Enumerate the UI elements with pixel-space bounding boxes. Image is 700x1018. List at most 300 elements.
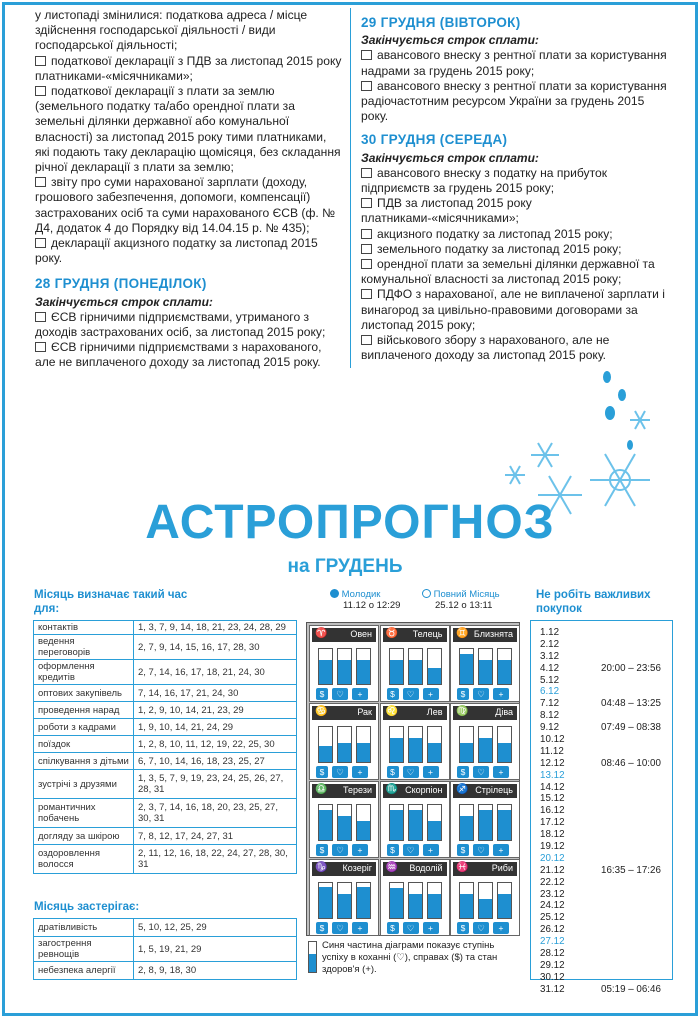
- forecast-bar: [497, 804, 512, 841]
- health-icon: +: [352, 688, 368, 700]
- table-row: [34, 660, 297, 685]
- bar-fill: [498, 743, 511, 762]
- forecast-bar: [408, 804, 423, 841]
- table-row: [34, 719, 297, 736]
- activity-cell: оформлення кредитів: [34, 660, 134, 685]
- date-row: [540, 651, 672, 663]
- zodiac-sign: [383, 706, 447, 720]
- zodiac-cell: [380, 781, 450, 858]
- dec30-subtitle: Закінчується строк сплати:: [361, 150, 539, 165]
- table-row: [34, 635, 297, 660]
- item-text: авансового внеску з рентної плати за користування надрами за грудень 2015 року;: [361, 48, 667, 78]
- zodiac-cell: [380, 625, 450, 702]
- money-icon: $: [316, 922, 328, 934]
- list-item: [361, 196, 673, 226]
- date-row: [540, 889, 672, 901]
- list-item: [35, 175, 343, 236]
- table-row: [34, 962, 297, 980]
- forecast-bar: [427, 726, 442, 763]
- full-moon: [422, 589, 500, 611]
- list-item: [361, 257, 673, 287]
- date: 28.12: [540, 948, 565, 960]
- checkbox[interactable]: [35, 177, 46, 187]
- checkbox[interactable]: [35, 238, 46, 248]
- money-icon: $: [316, 844, 328, 856]
- date: 1.12: [540, 627, 560, 638]
- table-row: [34, 753, 297, 770]
- forecast-bar: [389, 648, 404, 685]
- forecast-bar: [356, 804, 371, 841]
- forecast-bar: [459, 648, 474, 685]
- table-row: [34, 621, 297, 635]
- zodiac-sign: [453, 784, 517, 798]
- checkbox[interactable]: [361, 229, 372, 239]
- zodiac-cell: [450, 703, 520, 780]
- zodiac-name: Телець: [412, 629, 443, 639]
- zodiac-name: Лев: [426, 707, 443, 717]
- dec29-title: 29 ГРУДНЯ (ВІВТОРОК): [361, 15, 521, 30]
- date: 25.12: [540, 912, 565, 924]
- zodiac-symbol-icon: ♊: [456, 628, 469, 639]
- love-icon: ♡: [332, 922, 348, 934]
- forecast-bar: [389, 726, 404, 763]
- date: 10.12: [540, 734, 565, 746]
- money-icon: $: [387, 766, 399, 778]
- moon-good-heading: Місяць визначає такий час для:: [34, 589, 188, 615]
- time-range: 07:49 – 08:38: [601, 722, 661, 734]
- bar-fill: [390, 738, 403, 763]
- forecast-bar: [497, 882, 512, 919]
- zodiac-name: Козеріг: [342, 863, 372, 873]
- activity-cell: небезпека алергії: [34, 962, 134, 980]
- forecast-bar: [427, 648, 442, 685]
- love-icon: ♡: [473, 766, 489, 778]
- date-row: [540, 805, 672, 817]
- legend-text: Синя частина діаграми показує ступінь успіху в коханні (♡), справах ($) та стан здоров'я (+).: [322, 940, 498, 975]
- checkbox[interactable]: [361, 198, 372, 208]
- forecast-bar: [408, 882, 423, 919]
- bar-fill: [460, 654, 473, 684]
- love-icon: ♡: [403, 688, 419, 700]
- table-row: [34, 828, 297, 845]
- date-row: [540, 770, 672, 782]
- love-icon: ♡: [473, 922, 489, 934]
- date: 22.12: [540, 876, 565, 888]
- love-icon: ♡: [473, 688, 489, 700]
- date-row: [540, 948, 672, 960]
- date-row: [540, 722, 672, 734]
- health-icon: +: [352, 766, 368, 778]
- forecast-bar: [318, 804, 333, 841]
- activity-cell: дратівливість: [34, 919, 134, 937]
- zodiac-symbol-icon: ♑: [315, 862, 328, 873]
- list-item: [35, 84, 343, 175]
- left-column: [35, 8, 343, 371]
- bar-fill: [357, 821, 370, 840]
- activity-cell: оптових закупівель: [34, 685, 134, 702]
- bar-fill: [390, 888, 403, 918]
- bar-fill: [319, 810, 332, 840]
- bar-fill: [338, 894, 351, 919]
- bar-fill: [409, 738, 422, 763]
- date: 15.12: [540, 793, 565, 805]
- forecast-bar: [318, 648, 333, 685]
- bar-fill: [357, 887, 370, 919]
- activity-cell: контактів: [34, 621, 134, 635]
- love-icon: ♡: [473, 844, 489, 856]
- bar-fill: [460, 894, 473, 919]
- checkbox[interactable]: [361, 244, 372, 254]
- money-icon: $: [387, 844, 399, 856]
- checkbox[interactable]: [35, 86, 46, 96]
- forecast-bar: [337, 804, 352, 841]
- zodiac-cell: [309, 703, 379, 780]
- item-text: військового збору з нарахованого, але не виплаченого доходу за листопад 2015 року.: [361, 333, 610, 363]
- date: 20.12: [540, 852, 565, 864]
- zodiac-sign: [383, 628, 447, 642]
- forecast-bar: [478, 804, 493, 841]
- date: 9.12: [540, 722, 560, 734]
- zodiac-symbol-icon: ♒: [385, 862, 398, 873]
- legend: [306, 940, 520, 976]
- forecast-bar: [427, 804, 442, 841]
- date: 6.12: [540, 686, 560, 698]
- date: 16.12: [540, 805, 565, 817]
- legend-bar-icon: [308, 941, 317, 973]
- date: 23.12: [540, 888, 565, 900]
- date-row: [540, 817, 672, 829]
- checkbox[interactable]: [361, 50, 372, 60]
- astro-title: АСТРОПРОГНОЗ: [145, 496, 555, 549]
- activity-cell: догляду за шкірою: [34, 828, 134, 845]
- dec30-title: 30 ГРУДНЯ (СЕРЕДА): [361, 132, 508, 148]
- time-range: 05:19 – 06:46: [601, 983, 661, 995]
- bar-fill: [460, 816, 473, 841]
- forecast-bar: [389, 882, 404, 919]
- health-icon: +: [493, 922, 509, 934]
- time-range: 04:48 – 13:25: [601, 698, 661, 710]
- date-row: [540, 734, 672, 746]
- date-row: [540, 960, 672, 972]
- snowflake-icon: [505, 466, 525, 484]
- zodiac-cell: [450, 859, 520, 936]
- forecast-bar: [356, 726, 371, 763]
- money-icon: $: [316, 688, 328, 700]
- date: 8.12: [540, 710, 560, 722]
- item-text: ЄСВ гірничими підприємствами з нарахованого, але не виплаченого доходу за листопад 2015 року.: [35, 340, 322, 370]
- full-moon-label: Повний Місяць: [433, 589, 500, 600]
- zodiac-sign: [453, 628, 517, 642]
- list-item: [35, 236, 343, 266]
- date: 30.12: [540, 971, 565, 983]
- activity-cell: спілкування з дітьми: [34, 753, 134, 770]
- zodiac-name: Діва: [495, 707, 513, 717]
- date-row: [540, 746, 672, 758]
- date-row: [540, 793, 672, 805]
- zodiac-cell: [380, 859, 450, 936]
- zodiac-cell: [380, 703, 450, 780]
- health-icon: +: [423, 766, 439, 778]
- zodiac-sign: [453, 862, 517, 876]
- zodiac-sign: [383, 784, 447, 798]
- date: 7.12: [540, 698, 560, 710]
- zodiac-sign: [453, 706, 517, 720]
- bar-fill: [409, 660, 422, 685]
- date: 31.12: [540, 983, 565, 995]
- health-icon: +: [423, 844, 439, 856]
- forecast-bar: [337, 726, 352, 763]
- forecast-bar: [459, 726, 474, 763]
- checkbox[interactable]: [35, 56, 46, 66]
- checkbox[interactable]: [361, 81, 372, 91]
- days-cell: 1, 5, 19, 21, 29: [134, 937, 297, 962]
- date: 27.12: [540, 936, 565, 948]
- health-icon: +: [423, 688, 439, 700]
- forecast-bar: [389, 804, 404, 841]
- forecast-bar: [497, 648, 512, 685]
- list-item: [361, 79, 673, 125]
- list-item: [35, 340, 343, 370]
- forecast-bar: [478, 882, 493, 919]
- date-row: [540, 675, 672, 687]
- date: 19.12: [540, 841, 565, 853]
- days-cell: 1, 9, 10, 14, 21, 24, 29: [134, 719, 297, 736]
- forecast-bar: [459, 882, 474, 919]
- forecast-bar: [478, 726, 493, 763]
- love-icon: ♡: [403, 922, 419, 934]
- date: 18.12: [540, 829, 565, 841]
- dont-buy-list: [530, 620, 673, 995]
- money-icon: $: [457, 844, 469, 856]
- zodiac-symbol-icon: ♓: [456, 862, 469, 873]
- date-row: [540, 841, 672, 853]
- days-cell: 1, 2, 9, 10, 14, 21, 23, 29: [134, 702, 297, 719]
- health-icon: +: [352, 844, 368, 856]
- date-row: [540, 972, 672, 984]
- date: 2.12: [540, 638, 560, 650]
- zodiac-symbol-icon: ♎: [315, 784, 328, 795]
- zodiac-symbol-icon: ♏: [385, 784, 398, 795]
- love-icon: ♡: [332, 766, 348, 778]
- table-row: [34, 770, 297, 799]
- bar-fill: [460, 743, 473, 762]
- days-cell: 1, 2, 8, 10, 11, 12, 19, 22, 25, 30: [134, 736, 297, 753]
- checkbox[interactable]: [361, 335, 372, 345]
- forecast-bar: [408, 726, 423, 763]
- date: 21.12: [540, 864, 565, 876]
- zodiac-name: Стрілець: [475, 785, 513, 795]
- table-row: [34, 937, 297, 962]
- days-cell: 2, 7, 14, 16, 17, 18, 21, 24, 30: [134, 660, 297, 685]
- column-divider: [350, 8, 351, 368]
- forecast-bar: [337, 648, 352, 685]
- bar-fill: [319, 660, 332, 685]
- checkbox[interactable]: [35, 312, 46, 322]
- list-item: [35, 310, 343, 340]
- bar-fill: [479, 660, 492, 685]
- money-icon: $: [316, 766, 328, 778]
- zodiac-symbol-icon: ♐: [456, 784, 469, 795]
- date-row: [540, 853, 672, 865]
- health-icon: +: [493, 844, 509, 856]
- love-icon: ♡: [332, 688, 348, 700]
- zodiac-grid: [306, 622, 520, 936]
- item-text: податкової декларації з ПДВ за листопад 2015 року платниками-«місячниками»;: [35, 53, 342, 83]
- list-item: [361, 287, 673, 333]
- days-cell: 2, 11, 12, 16, 18, 22, 24, 27, 28, 30, 31: [134, 845, 297, 874]
- astro-subtitle: на ГРУДЕНЬ: [287, 556, 403, 577]
- bar-fill: [428, 821, 441, 840]
- zodiac-name: Терези: [343, 785, 372, 795]
- activity-cell: проведення нарад: [34, 702, 134, 719]
- zodiac-symbol-icon: ♉: [385, 628, 398, 639]
- bar-fill: [338, 816, 351, 841]
- bar-fill: [390, 810, 403, 840]
- date-row: [540, 663, 672, 675]
- health-icon: +: [352, 922, 368, 934]
- table-row: [34, 702, 297, 719]
- days-cell: 6, 7, 10, 14, 16, 18, 23, 25, 27: [134, 753, 297, 770]
- new-moon-label: Молодик: [341, 589, 381, 600]
- date-row: [540, 758, 672, 770]
- date-row: [540, 936, 672, 948]
- days-cell: 5, 10, 12, 25, 29: [134, 919, 297, 937]
- bar-fill: [428, 743, 441, 762]
- days-cell: 2, 8, 9, 18, 30: [134, 962, 297, 980]
- bar-fill: [498, 810, 511, 840]
- activity-cell: ведення переговорів: [34, 635, 134, 660]
- date-row: [540, 639, 672, 651]
- date-row: [540, 627, 672, 639]
- bar-fill: [498, 894, 511, 919]
- snowflake-icon: [630, 411, 650, 429]
- forecast-bar: [318, 726, 333, 763]
- date-row: [540, 865, 672, 877]
- bar-fill: [409, 894, 422, 919]
- zodiac-name: Риби: [491, 863, 513, 873]
- bar-fill: [479, 810, 492, 840]
- date: 5.12: [540, 674, 560, 686]
- days-cell: 7, 8, 12, 17, 24, 27, 31: [134, 828, 297, 845]
- forecast-bar: [497, 726, 512, 763]
- bar-fill: [390, 660, 403, 685]
- zodiac-name: Скорпіон: [405, 785, 443, 795]
- table-row: [34, 845, 297, 874]
- date: 12.12: [540, 757, 565, 769]
- water-drops-icon: [603, 371, 633, 450]
- date-row: [540, 686, 672, 698]
- health-icon: +: [493, 688, 509, 700]
- date-row: [540, 782, 672, 794]
- love-icon: ♡: [332, 844, 348, 856]
- snowflake-icon: [531, 443, 559, 467]
- forecast-bar: [478, 648, 493, 685]
- zodiac-cell: [309, 781, 379, 858]
- item-text: ЄСВ гірничими підприємствами, утриманого з доходів застрахованих осіб, за листопад 2015 року;: [35, 309, 326, 340]
- list-item: [361, 48, 673, 78]
- money-icon: $: [387, 922, 399, 934]
- date-row: [540, 984, 672, 996]
- list-item: [35, 8, 343, 54]
- date: 29.12: [540, 959, 565, 971]
- date-row: [540, 698, 672, 710]
- date-row: [540, 877, 672, 889]
- full-moon-icon: [422, 589, 431, 598]
- date: 13.12: [540, 769, 565, 781]
- item-text: орендної плати за земельні ділянки державної та комунальної власності за листопад 2015 року;: [361, 257, 655, 287]
- list-item: [361, 227, 673, 242]
- table-row: [34, 799, 297, 828]
- zodiac-symbol-icon: ♌: [385, 706, 398, 717]
- checkbox[interactable]: [35, 342, 46, 352]
- item-text: авансового внеску з податку на прибуток підприємств за грудень 2015 року;: [361, 165, 608, 196]
- days-cell: 2, 3, 7, 14, 16, 18, 20, 23, 25, 27, 30, 31: [134, 799, 297, 828]
- new-moon-icon: [330, 589, 339, 598]
- money-icon: $: [457, 688, 469, 700]
- forecast-bar: [356, 882, 371, 919]
- love-icon: ♡: [403, 766, 419, 778]
- health-icon: +: [423, 922, 439, 934]
- bar-fill: [428, 894, 441, 919]
- activity-cell: оздоровлення волосся: [34, 845, 134, 874]
- item-text: звіту про суми нарахованої зарплати (доходу, грошового забезпечення, допомоги, компенсації) застрахованих осіб та суми нарахованого ЄСВ (ф. № Д4, додаток 4 до Порядку від 14.04.15 р. № 435);: [35, 175, 336, 235]
- bar-fill: [357, 660, 370, 685]
- date: 26.12: [540, 924, 565, 936]
- item-text: ПДФО з нарахованої, але не виплаченої зарплати і винагород за цивільно-правовими договорами за листопад 2015 року;: [361, 287, 665, 332]
- zodiac-cell: [450, 781, 520, 858]
- zodiac-cell: [450, 625, 520, 702]
- item-text: авансового внеску з рентної плати за користування радіочастотним ресурсом України за грудень 2015 року.: [361, 78, 667, 124]
- health-icon: +: [493, 766, 509, 778]
- date-row: [540, 829, 672, 841]
- zodiac-sign: [383, 862, 447, 876]
- new-moon-date: 11.12 о 12:29: [343, 600, 401, 611]
- zodiac-cell: [309, 859, 379, 936]
- zodiac-sign: [312, 862, 376, 876]
- zodiac-symbol-icon: ♈: [315, 628, 328, 639]
- activity-cell: роботи з кадрами: [34, 719, 134, 736]
- zodiac-sign: [312, 784, 376, 798]
- dec29-subtitle: Закінчується строк сплати:: [361, 33, 539, 48]
- moon-warn-table: [33, 918, 297, 980]
- bar-fill: [338, 743, 351, 762]
- activity-cell: поїздок: [34, 736, 134, 753]
- time-range: 08:46 – 10:00: [601, 757, 661, 769]
- date-row: [540, 710, 672, 722]
- forecast-bar: [427, 882, 442, 919]
- activity-cell: зустрічі з друзями: [34, 770, 134, 799]
- zodiac-sign: [312, 628, 376, 642]
- checkbox[interactable]: [361, 259, 372, 269]
- dec28-title: 28 ГРУДНЯ (ПОНЕДІЛОК): [35, 276, 207, 292]
- table-row: [34, 919, 297, 937]
- bar-fill: [338, 660, 351, 685]
- list-item: [361, 333, 673, 363]
- date: 24.12: [540, 900, 565, 912]
- bar-fill: [498, 660, 511, 685]
- bar-fill: [357, 743, 370, 762]
- checkbox[interactable]: [361, 289, 372, 299]
- item-text: податкової декларації з плати за землю (земельного податку та/або орендної плати за земельні ділянки державної або комунальної власності) за листопад 2015 року тими платниками, які подають таку декларацію щомісяця, без складання річної декларації з плати за землю;: [35, 84, 341, 175]
- bar-fill: [319, 746, 332, 762]
- checkbox[interactable]: [361, 168, 372, 178]
- list-item: [361, 166, 673, 196]
- moon-good-table: [33, 620, 297, 874]
- list-item: [35, 54, 343, 84]
- days-cell: 1, 3, 5, 7, 9, 19, 23, 24, 25, 26, 27, 28, 31: [134, 770, 297, 799]
- table-row: [34, 736, 297, 753]
- item-text: земельного податку за листопад 2015 року;: [377, 241, 622, 256]
